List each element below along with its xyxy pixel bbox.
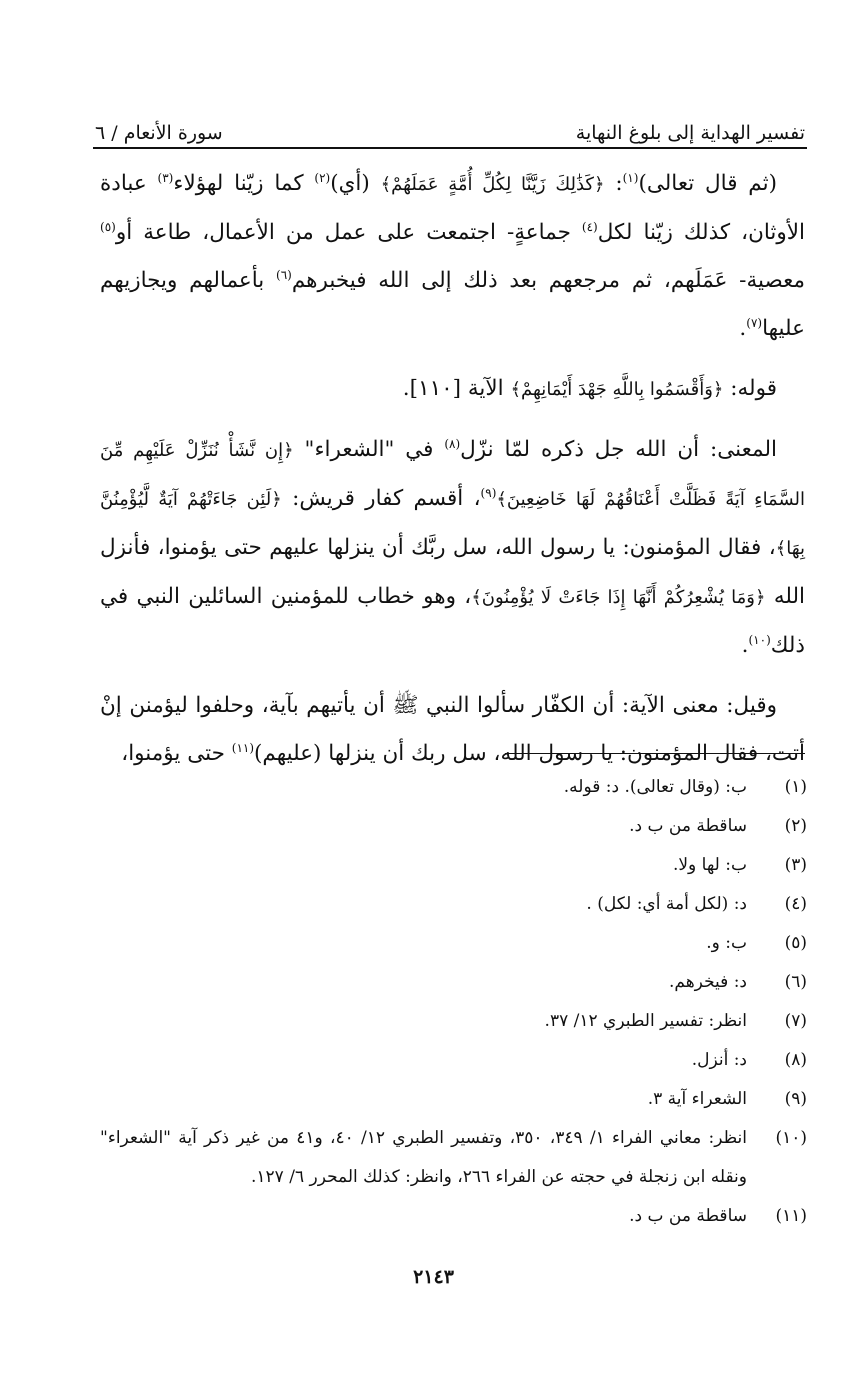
footnote-item (100, 1041, 807, 1080)
footnote-ref: (٨) (444, 436, 461, 451)
footnote-number: (٧) (784, 1011, 807, 1031)
running-header (95, 108, 805, 144)
footnote-ref: (٦) (276, 267, 292, 282)
footnote-number: (١) (784, 777, 807, 797)
footnote-number: (٦) (784, 972, 807, 992)
footnote-item (100, 1197, 807, 1236)
paragraph-3: المعنى: أن الله جل ذكره لمّا نزّل$^{(٨)}$ في "الشعراء" ﴿إِن نَّشَأْ نُنَزِّلْ عَلَيْهِم مِّنَ السَّمَاءِ آيَةً فَظَلَّتْ أَعْنَاقُهُمْ لَهَا خَاضِعِينَ﴾$^{(٩)}$، أقسم كفار قريش: ﴿لَئِن جَاءَتْهُمْ آيَةٌ لَّيُؤْمِنُنَّ بِهَا﴾، فقال المؤمنون: يا رسول الله، سل ربَّك أن ينزلها عليهم حتى يؤمنوا، فأنزل الله ﴿وَمَا يُشْعِرُكُمْ أَنَّهَا إِذَا جَاءَتْ لَا يُؤْمِنُونَ﴾، وهو خطاب للمؤمنين السائلين النبي في ذلك$^{(١٠)}$. (100, 436, 806, 658)
footnote-ref: (٢) (314, 170, 331, 185)
footnote-item (100, 924, 807, 963)
footnote-number: (١١) (775, 1206, 807, 1226)
footnote-text: ب: و. (706, 933, 747, 953)
footnote-number: (٣) (784, 855, 807, 875)
quran-verse: ﴿كَذَٰلِكَ زَيَّنَّا لِكُلِّ أُمَّةٍ عَمَلَهُمْ﴾ (380, 174, 605, 195)
header-rule (93, 147, 807, 149)
footnote-number: (٢) (784, 816, 807, 836)
footnote-text: الشعراء آية ٣. (647, 1089, 747, 1109)
footnote-text: ب: لها ولا. (672, 855, 747, 875)
surah-title: سورة الأنعام / ٦ (95, 122, 223, 144)
footnote-text: انظر: معاني الفراء ١/ ٣٤٩، ٣٥٠، وتفسير الطبري ١٢/ ٤٠، و٤١ من غير ذكر آية "الشعراء" ونقله ابن زنجلة في حجته عن الفراء ٢٦٦، وانظر: كذلك المحرر ٦/ ١٢٧. (100, 1128, 748, 1187)
paragraph-4: وقيل: معنى الآية: أن الكفّار سألوا النبي ﷺ أن يأتيهم بآية، وحلفوا ليؤمنن إنْ أتت، فقال المؤمنون: يا رسول الله، سل ربك أن ينزلها (عليهم)$^{(١١)}$ حتى يؤمنوا، (100, 693, 805, 766)
footnote-item (100, 1002, 807, 1041)
footnote-ref: (٩) (480, 485, 497, 500)
quran-verse: ﴿وَمَا يُشْعِرُكُمْ أَنَّهَا إِذَا جَاءَتْ لَا يُؤْمِنُونَ﴾ (471, 587, 766, 608)
quran-verse: ﴿وَأَقْسَمُوا بِاللَّهِ جَهْدَ أَيْمَانِهِمْ﴾ (510, 379, 724, 400)
quran-verse: ﴿لَئِن جَاءَتْهُمْ آيَةٌ لَّيُؤْمِنُنَّ بِهَا﴾ (100, 489, 805, 559)
footnote-text: ب: (وقال تعالى). د: قوله. (563, 777, 747, 797)
footnote-ref: (٣) (157, 170, 174, 185)
footnote-item (100, 885, 807, 924)
footnote-number: (٤) (784, 894, 807, 914)
footnote-separator (505, 753, 805, 754)
footnote-ref: (١٠) (748, 632, 771, 647)
paragraph-2: قوله: ﴿وَأَقْسَمُوا بِاللَّهِ جَهْدَ أَيْمَانِهِمْ﴾ الآية [١١٠]. (402, 376, 777, 401)
footnote-item (100, 963, 807, 1002)
footnote-item (100, 1119, 807, 1197)
footnote-text: ساقطة من ب د. (629, 1206, 747, 1226)
paragraph-1: (ثم قال تعالى)$^{(١)}$: ﴿كَذَٰلِكَ زَيَّنَّا لِكُلِّ أُمَّةٍ عَمَلَهُمْ﴾ (أي)$^{(٢)}$ كما زيّنا لهؤلاء$^{(٣)}$ عبادة الأوثان، كذلك زيّنا لكل$^{(٤)}$ جماعةٍ- اجتمعت على عمل من الأعمال، طاعة أو$^{(٥)}$ معصية- عَمَلَهم، ثم مرجعهم بعد ذلك إلى الله فيخبرهم$^{(٦)}$ بأعمالهم ويجازيهم عليها$^{(٧)}$. (100, 170, 806, 341)
footnote-item (100, 807, 807, 846)
footnote-ref: (٧) (746, 315, 763, 330)
footnote-text: د: (لكل أمة أي: لكل) . (586, 894, 747, 914)
footnotes (100, 768, 807, 1236)
footnote-ref: (٤) (581, 219, 598, 234)
footnote-text: د: فيخرهم. (669, 972, 747, 992)
page-number: ٢١٤٣ (413, 1266, 454, 1288)
footnote-item (100, 846, 807, 885)
main-text (100, 160, 805, 778)
footnote-number: (٨) (784, 1050, 807, 1070)
footnote-text: ساقطة من ب د. (629, 816, 747, 836)
footnote-number: (٩) (784, 1089, 807, 1109)
footnote-ref: (١١) (231, 740, 255, 755)
book-title: تفسير الهداية إلى بلوغ النهاية (575, 122, 805, 144)
footnote-number: (٥) (784, 933, 807, 953)
footnote-ref: (١) (622, 170, 639, 185)
footnote-text: انظر: تفسير الطبري ١٢/ ٣٧. (544, 1011, 747, 1031)
footnote-ref: (٥) (100, 219, 116, 234)
footnote-text: د: أنزل. (691, 1050, 747, 1070)
quran-verse: ﴿إِن نَّشَأْ نُنَزِّلْ عَلَيْهِم مِّنَ السَّمَاءِ آيَةً فَظَلَّتْ أَعْنَاقُهُمْ لَهَا خَاضِعِينَ﴾ (100, 440, 806, 510)
footnote-number: (١٠) (775, 1128, 807, 1148)
footnote-item (100, 768, 807, 807)
footnote-item (100, 1080, 807, 1119)
